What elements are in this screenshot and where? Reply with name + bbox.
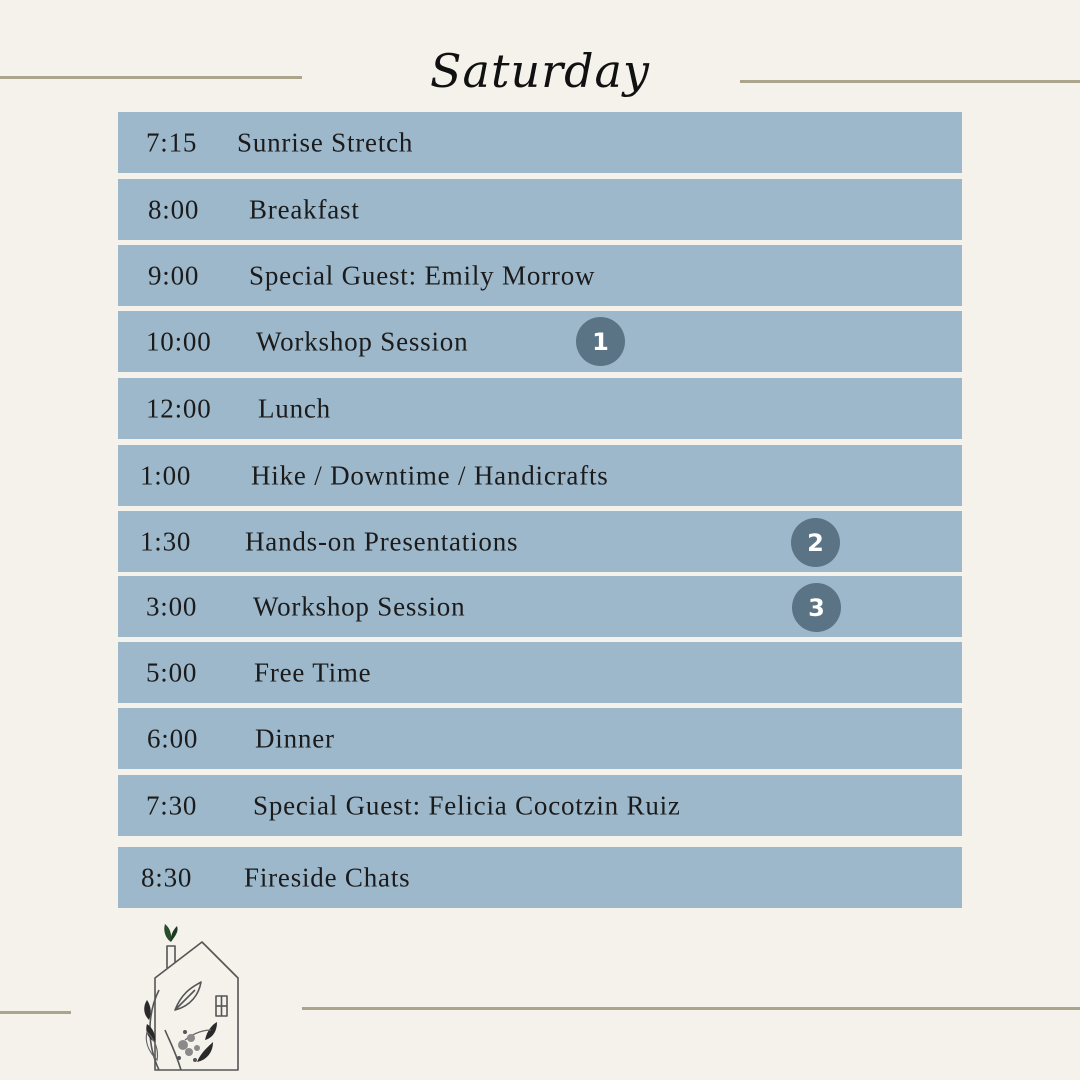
schedule-activity: Sunrise Stretch [237, 127, 414, 157]
schedule-row [118, 311, 962, 372]
schedule-activity: Hike / Downtime / Handicrafts [251, 460, 609, 490]
schedule-time: 7:15 [146, 127, 198, 157]
bottom-left-divider [0, 1011, 71, 1014]
schedule-time: 1:00 [140, 460, 192, 490]
schedule-activity: Dinner [255, 723, 335, 753]
schedule-activity: Workshop Session [256, 326, 469, 356]
schedule-activity: Lunch [258, 393, 331, 423]
schedule-activity: Hands-on Presentations [245, 526, 519, 556]
page-title: Saturday [430, 44, 650, 98]
schedule-time: 1:30 [140, 526, 192, 556]
schedule-activity: Fireside Chats [244, 862, 411, 892]
schedule-time: 9:00 [148, 260, 200, 290]
session-number-badge: 1 [576, 317, 625, 366]
session-number-badge: 2 [791, 518, 840, 567]
schedule-time: 12:00 [146, 393, 212, 423]
schedule-time: 6:00 [147, 723, 199, 753]
bottom-right-divider [302, 1007, 1080, 1010]
schedule-row [118, 179, 962, 240]
schedule-time: 5:00 [146, 657, 198, 687]
schedule-time: 10:00 [146, 326, 212, 356]
schedule-activity: Workshop Session [253, 591, 466, 621]
schedule-row [118, 708, 962, 769]
schedule-time: 3:00 [146, 591, 198, 621]
schedule-row [118, 511, 962, 572]
schedule-time: 8:30 [141, 862, 193, 892]
schedule-row [118, 576, 962, 637]
schedule-activity: Breakfast [249, 194, 360, 224]
schedule-row [118, 112, 962, 173]
house-with-plants-illustration [135, 920, 245, 1075]
schedule-row [118, 642, 962, 703]
schedule-row [118, 378, 962, 439]
schedule-activity: Special Guest: Emily Morrow [249, 260, 596, 290]
schedule-row [118, 775, 962, 836]
schedule-time: 7:30 [146, 790, 198, 820]
schedule-row [118, 847, 962, 908]
schedule-row [118, 245, 962, 306]
schedule-row [118, 445, 962, 506]
schedule-time: 8:00 [148, 194, 200, 224]
schedule-activity: Special Guest: Felicia Cocotzin Ruiz [253, 790, 681, 820]
session-number-badge: 3 [792, 583, 841, 632]
schedule-activity: Free Time [254, 657, 372, 687]
